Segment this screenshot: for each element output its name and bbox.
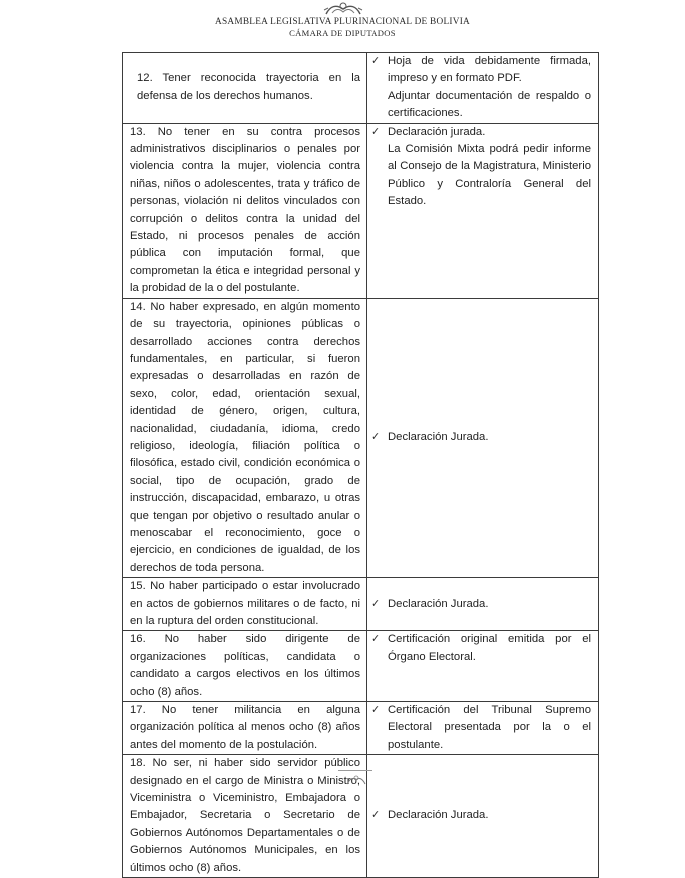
documents-cell	[367, 578, 599, 631]
requirement-text: 16. No haber sido dirigente de organizaciones políticas, candidata o candidato a cargos electivos en los últimos ocho (8) años.	[130, 633, 360, 698]
documents-text: Declaración Jurada.	[388, 431, 489, 444]
documents-text: Declaración Jurada.	[388, 809, 489, 822]
documents-text: Declaración jurada. La Comisión Mixta podrá pedir informe al Consejo de la Magistratura, Ministerio Público y Contraloría General del Estado.	[388, 125, 591, 208]
table-row	[123, 578, 599, 631]
check-icon: ✓	[371, 431, 381, 444]
table-row	[123, 702, 599, 755]
coat-of-arms-icon	[322, 0, 364, 16]
requirement-text: 17. No tener militancia en alguna organización política al menos ocho (8) años antes del momento de la postulación.	[130, 704, 360, 751]
requirement-cell	[123, 53, 367, 124]
requirement-cell	[123, 702, 367, 755]
footer-divider	[338, 770, 372, 771]
requirement-text: 15. No haber participado o estar involucrado en actos de gobiernos militares o de facto, ni en la ruptura del orden constitucional.	[130, 580, 360, 627]
documents-cell	[367, 755, 599, 878]
requirements-table	[122, 52, 599, 878]
table-row	[123, 631, 599, 702]
requirement-cell	[123, 298, 367, 578]
table-row	[123, 53, 599, 124]
check-icon: ✓	[371, 55, 381, 67]
documents-cell	[367, 53, 599, 124]
check-icon: ✓	[371, 809, 381, 822]
table-row	[123, 298, 599, 578]
check-icon: ✓	[371, 125, 381, 138]
documents-text: Certificación original emitida por el Órgano Electoral.	[388, 633, 591, 663]
check-icon: ✓	[371, 597, 381, 610]
requirement-text: 12. Tener reconocida trayectoria en la defensa de los derechos humanos.	[137, 72, 360, 102]
documents-cell	[367, 298, 599, 578]
requirement-cell	[123, 123, 367, 298]
check-icon: ✓	[371, 633, 381, 646]
documents-cell	[367, 631, 599, 702]
requirement-text: 14. No haber expresado, en algún momento de su trayectoria, opiniones públicas o desarrollado acciones contra derechos fundamentales, en particular, si fueron expresadas o desarrolladas en razón de sexo, color, edad, orientación sexual, identidad de género, origen, cultura, nacionalidad, ciudadanía, idioma, credo religioso, ideología, filiación política o filosófica, estado civil, condición económica o social, tipo de ocupación, grado de instrucción, discapacidad, embarazo, u otras que tengan por objetivo o resultado anular o menoscabar el reconocimiento, goce o ejercicio, en condiciones de igualdad, de los derechos de toda persona.	[130, 300, 360, 574]
documents-cell	[367, 123, 599, 298]
requirement-cell	[123, 578, 367, 631]
documents-text: Hoja de vida debidamente firmada, impreso y en formato PDF. Adjuntar documentación de respaldo o certificaciones.	[388, 55, 591, 120]
documents-text: Certificación del Tribunal Supremo Electoral presentada por la o el postulante.	[388, 704, 591, 751]
document-header	[0, 17, 685, 38]
documents-cell	[367, 702, 599, 755]
institution-name: ASAMBLEA LEGISLATIVA PLURINACIONAL DE BOLIVIA	[214, 17, 471, 27]
requirement-text: 13. No tener en su contra procesos administrativos disciplinarios o penales por violencia contra la mujer, violencia contra niñas, niños o adolescentes, trata y tráfico de personas, violación ni delitos vinculados con corrupción o delitos contra la unidad del Estado, ni procesos penales de acción pública con imputación formal, que comprometan la ética e integridad personal y la probidad de la o del postulante.	[130, 125, 360, 295]
chamber-name: CÁMARA DE DIPUTADOS	[289, 28, 396, 38]
check-icon: ✓	[371, 704, 381, 717]
requirement-text: 18. No ser, ni haber sido servidor público designado en el cargo de Ministra o Ministro, Viceministra o Viceministro, Embajadora o Embajador, Secretaria o Secretario de Gobiernos Autónomos Departamentales o de Gobiernos Autónomos Municipales, en los últimos ocho (8) años.	[130, 757, 360, 874]
requirement-cell	[123, 631, 367, 702]
seal-icon	[345, 774, 367, 786]
documents-text: Declaración Jurada.	[388, 597, 489, 610]
table-row	[123, 123, 599, 298]
requirement-cell	[123, 755, 367, 878]
